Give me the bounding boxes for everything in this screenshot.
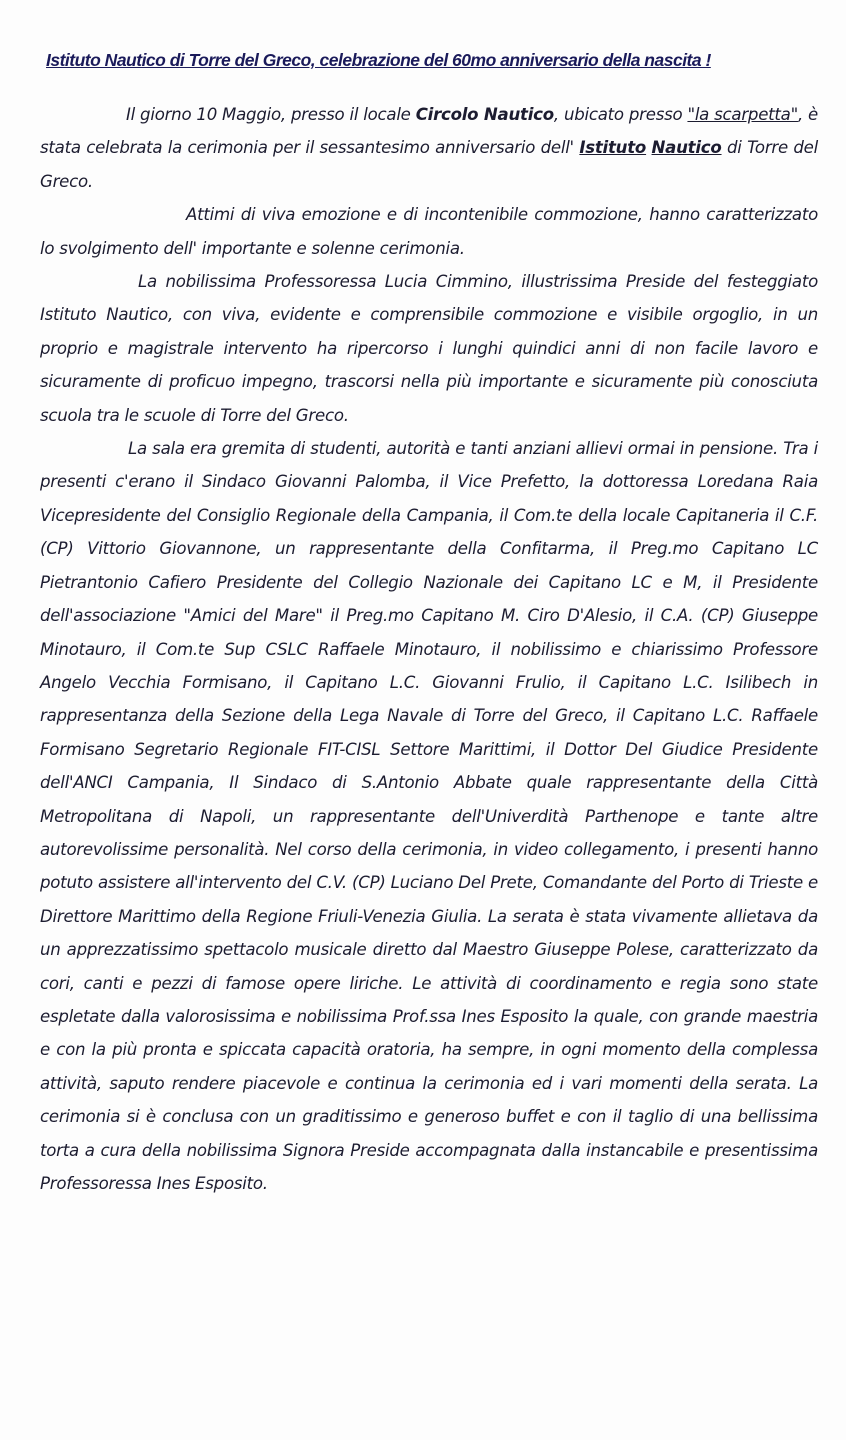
- circolo-nautico-text: Circolo Nautico: [415, 105, 554, 124]
- nautico-text: Nautico: [651, 138, 722, 158]
- intro-text-3: , è stata celebrata la cerimonia per il sessantesimo anniversario dell': [40, 105, 819, 158]
- paragraph-preside: La nobilissima Professoressa Lucia Cimmino, illustrissima Preside del festeggiato Istituto Nautico, con viva, evidente e comprensibile commozione e visibile orgoglio, in un proprio e magistrale intervento ha ripercorso i lunghi quindici anni di non facile lavoro e sicuramente di proficuo impegno, trascorsi nella più importante e sicuramente più conosciuta scuola tra le scuole di Torre del Greco.: [40, 272, 818, 425]
- paragraph-emotion: Attimi di viva emozione e di incontenibile commozione, hanno caratterizzato lo svolgimento dell' importante e solenne cerimonia.: [40, 205, 818, 258]
- intro-text-5: di Torre del Greco.: [40, 138, 818, 191]
- document-body: [40, 98, 818, 1200]
- scarpetta-text: "la scarpetta": [687, 105, 798, 124]
- istituto-text: Istituto: [579, 138, 647, 158]
- paragraph-attendees: La sala era gremita di studenti, autorità e tanti anziani allievi ormai in pensione. Tra i presenti c'erano il Sindaco Giovanni Palomba, il Vice Prefetto, la dottoressa Loredana Raia Vicepresidente del Consiglio Regionale della Campania, il Com.te della locale Capitaneria il C.F. (CP) Vittorio Giovannone, un rappresentante della Confitarma, il Preg.mo Capitano LC Pietrantonio Cafiero Presidente del Collegio Nazionale dei Capitano LC e M, il Presidente dell'associazione "Amici del Mare" il Preg.mo Capitano M. Ciro D'Alesio, il C.A. (CP) Giuseppe Minotauro, il Com.te Sup CSLC Raffaele Minotauro, il nobilissimo e chiarissimo Professore Angelo Vecchia Formisano, il Capitano L.C. Giovanni Frulio, il Capitano L.C. Isilibech in rappresentanza della Sezione della Lega Navale di Torre del Greco, il Capitano L.C. Raffaele Formisano Segretario Regionale FIT-CISL Settore Marittimi, il Dottor Del Giudice Presidente dell'ANCI Campania, Il Sindaco di S.Antonio Abbate quale rappresentante della Città Metropolitana di Napoli, un rappresentante dell'Univerdità Parthenope e tante altre autorevolissime personalità. Nel corso della cerimonia, in video collegamento, i presenti hanno potuto assistere all'intervento del C.V. (CP) Luciano Del Prete, Comandante del Porto di Trieste e Direttore Marittimo della Regione Friuli-Venezia Giulia. La serata è stata vivamente allietava da un apprezzatissimo spettacolo musicale diretto dal Maestro Giuseppe Polese, caratterizzato da cori, canti e pezzi di famose opere liriche. Le attività di coordinamento e regia sono state espletate dalla valorosissima e nobilissima Prof.ssa Ines Esposito la quale, con grande maestria e con la più pronta e spiccata capacità oratoria, ha sempre, in ogni momento della complessa attività, saputo rendere piacevole e continua la cerimonia ed i vari momenti della serata. La cerimonia si è conclusa con un graditissimo e generoso buffet e con il taglio di una bellissima torta a cura della nobilissima Signora Preside accompagnata dalla instancabile e presentissima Professoressa Ines Esposito.: [40, 439, 818, 1193]
- intro-text-1: Il giorno 10 Maggio, presso il locale: [126, 105, 416, 124]
- document-title: Istituto Nautico di Torre del Greco, celebrazione del 60mo anniversario della nascita !: [46, 50, 711, 70]
- intro-text-2: , ubicato presso: [553, 105, 688, 124]
- paragraph-intro: [40, 98, 818, 198]
